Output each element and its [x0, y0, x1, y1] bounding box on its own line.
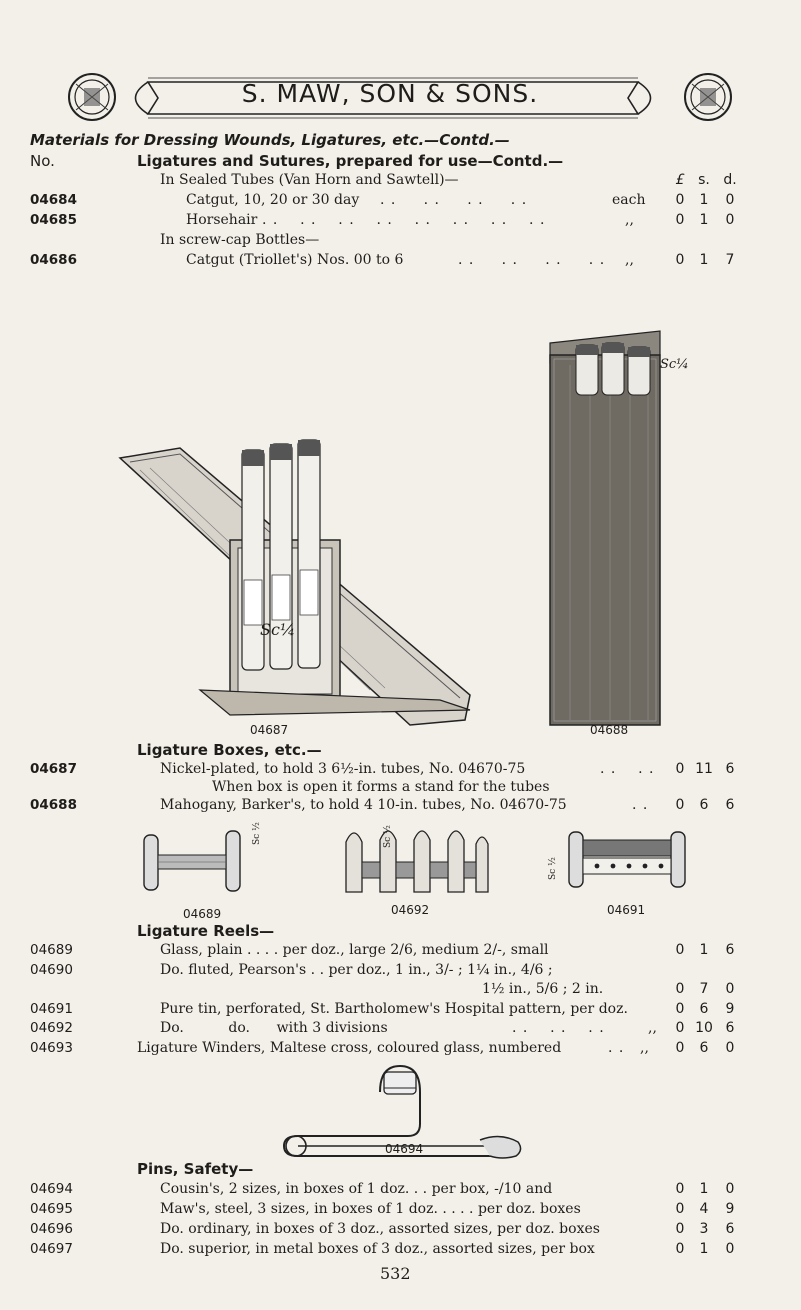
figure-label-04687: 04687: [250, 723, 289, 737]
price-s-04696: 3: [699, 1221, 709, 1237]
price-s-04685: 1: [699, 212, 709, 228]
leader-dots: . . . .: [600, 761, 655, 777]
item-code-04690: 04690: [30, 962, 73, 978]
leader-dots: . .: [632, 797, 649, 813]
item-desc-04690-cont: 1½ in., 5/6 ; 2 in.: [482, 981, 604, 997]
tin-reel-illustration: [565, 828, 690, 893]
price-d-04685: 0: [725, 212, 735, 228]
item-desc-04697: Do. superior, in metal boxes of 3 doz., assorted sizes, per box: [160, 1241, 595, 1257]
price-s-04690: 7: [699, 981, 709, 997]
item-desc-04688: Mahogany, Barker's, to hold 4 10-in. tubes, No. 04670-75: [160, 797, 567, 813]
leader-dots: . .: [608, 1040, 625, 1056]
pins-heading: Pins, Safety—: [137, 1160, 254, 1178]
section-title: Materials for Dressing Wounds, Ligatures, etc.—Contd.—: [30, 131, 510, 149]
nickel-plated-box-illustration: [110, 430, 470, 730]
price-d-04688: 6: [725, 797, 735, 813]
currency-pence: d.: [723, 172, 737, 188]
item-desc-04693: Ligature Winders, Maltese cross, coloured glass, numbered: [137, 1040, 562, 1056]
price-l-04697: 0: [675, 1241, 685, 1257]
price-s-04692: 10: [695, 1020, 713, 1036]
price-l-04690: 0: [675, 981, 685, 997]
item-unit-04686: ,,: [625, 252, 634, 268]
price-l-04688: 0: [675, 797, 685, 813]
subsection-title: Ligatures and Sutures, prepared for use—Contd.—: [137, 152, 564, 170]
item-code-04688: 04688: [30, 797, 77, 813]
price-d-04691: 9: [725, 1001, 735, 1017]
leader-dots: . . . . . . . .: [458, 252, 606, 268]
price-s-04686: 1: [699, 252, 709, 268]
item-desc-04695: Maw's, steel, 3 sizes, in boxes of 1 doz. . . . . per doz. boxes: [160, 1201, 581, 1217]
price-d-04692: 6: [725, 1020, 735, 1036]
figure-label-04692: 04692: [391, 903, 430, 917]
price-l-04687: 0: [675, 761, 685, 777]
item-desc-04689: Glass, plain . . . . per doz., large 2/6, medium 2/-, small: [160, 942, 549, 958]
fluted-reel-illustration: [340, 822, 490, 897]
price-d-04695: 9: [725, 1201, 735, 1217]
item-desc-04686: Catgut (Triollet's) Nos. 00 to 6: [186, 252, 404, 268]
price-l-04695: 0: [675, 1201, 685, 1217]
royal-crest-left-icon: [62, 72, 122, 122]
header-banner: [0, 0, 801, 130]
screw-cap-heading: In screw-cap Bottles—: [160, 232, 320, 248]
price-d-04690: 0: [725, 981, 735, 997]
item-code-04685: 04685: [30, 212, 77, 228]
ligature-boxes-heading: Ligature Boxes, etc.—: [137, 741, 322, 759]
price-d-04696: 6: [725, 1221, 735, 1237]
price-l-04686: 0: [675, 252, 685, 268]
item-desc-04684: Catgut, 10, 20 or 30 day: [186, 192, 360, 208]
item-code-04697: 04697: [30, 1241, 73, 1257]
item-code-04693: 04693: [30, 1040, 73, 1056]
item-unit-04693: ,,: [640, 1040, 649, 1056]
figure-label-04689: 04689: [183, 907, 222, 921]
reel-scale-label-a: Sc ½: [252, 822, 262, 845]
price-d-04684: 0: [725, 192, 735, 208]
ligature-reels-heading: Ligature Reels—: [137, 922, 275, 940]
figure-label-04688: 04688: [590, 723, 629, 737]
brand-name: S. MAW, SON & SONS.: [241, 79, 539, 108]
price-s-04694: 1: [699, 1181, 709, 1197]
price-s-04688: 6: [699, 797, 709, 813]
price-l-04696: 0: [675, 1221, 685, 1237]
price-d-04694: 0: [725, 1181, 735, 1197]
price-d-04689: 6: [725, 942, 735, 958]
item-code-04684: 04684: [30, 192, 77, 208]
reel-scale-label-c: Sc ½: [548, 857, 558, 880]
price-l-04691: 0: [675, 1001, 685, 1017]
item-code-04687: 04687: [30, 761, 77, 777]
price-l-04684: 0: [675, 192, 685, 208]
item-code-04692: 04692: [30, 1020, 73, 1036]
currency-shillings: s.: [698, 172, 710, 188]
item-unit-04692: ,,: [648, 1020, 657, 1036]
item-unit-04684: each: [612, 192, 646, 208]
item-code-04689: 04689: [30, 942, 73, 958]
item-code-04694: 04694: [30, 1181, 73, 1197]
price-l-04692: 0: [675, 1020, 685, 1036]
item-desc-04694: Cousin's, 2 sizes, in boxes of 1 doz. . . per box, -/10 and: [160, 1181, 553, 1197]
glass-reel-illustration: [140, 825, 250, 895]
price-d-04686: 7: [725, 252, 735, 268]
price-s-04691: 6: [699, 1001, 709, 1017]
item-code-04691: 04691: [30, 1001, 73, 1017]
item-desc-04696: Do. ordinary, in boxes of 3 doz., assorted sizes, per doz. boxes: [160, 1221, 600, 1237]
royal-crest-right-icon: [678, 72, 738, 122]
currency-pounds: £: [675, 172, 685, 188]
figure-label-04694: 04694: [385, 1142, 424, 1156]
price-s-04695: 4: [699, 1201, 709, 1217]
item-unit-04685: ,,: [625, 212, 634, 228]
box-scale-label-a: Sc¼: [260, 620, 296, 639]
price-s-04684: 1: [699, 192, 709, 208]
mahogany-box-lid-tubes-icon: [540, 325, 675, 415]
price-s-04687: 11: [695, 761, 713, 777]
item-desc-04692: Do. do. with 3 divisions: [160, 1020, 388, 1036]
ligature-box-note: When box is open it forms a stand for the tubes: [212, 779, 550, 795]
figure-label-04691: 04691: [607, 903, 646, 917]
item-desc-04691: Pure tin, perforated, St. Bartholomew's Hospital pattern, per doz.: [160, 1001, 628, 1017]
item-desc-04685: Horsehair: [186, 212, 258, 228]
price-l-04693: 0: [675, 1040, 685, 1056]
sealed-tubes-heading: In Sealed Tubes (Van Horn and Sawtell)—: [160, 172, 459, 188]
leader-dots: . . . . . . . . . . . . . . . .: [262, 212, 546, 228]
reel-scale-label-b: Sc ½: [383, 825, 393, 848]
no-column-label: No.: [30, 152, 55, 170]
price-s-04697: 1: [699, 1241, 709, 1257]
leader-dots: . . . . . . . .: [380, 192, 528, 208]
price-d-04693: 0: [725, 1040, 735, 1056]
item-desc-04687: Nickel-plated, to hold 3 6½-in. tubes, No. 04670-75: [160, 761, 526, 777]
page-number: 532: [380, 1264, 411, 1283]
price-d-04687: 6: [725, 761, 735, 777]
price-s-04689: 1: [699, 942, 709, 958]
price-d-04697: 0: [725, 1241, 735, 1257]
item-desc-04690: Do. fluted, Pearson's . . per doz., 1 in., 3/- ; 1¼ in., 4/6 ;: [160, 962, 553, 978]
box-scale-label-b: Sc¼: [660, 357, 689, 372]
leader-dots: . . . . . .: [512, 1020, 605, 1036]
item-code-04686: 04686: [30, 252, 77, 268]
price-l-04694: 0: [675, 1181, 685, 1197]
price-l-04689: 0: [675, 942, 685, 958]
item-code-04695: 04695: [30, 1201, 73, 1217]
item-code-04696: 04696: [30, 1221, 73, 1237]
price-l-04685: 0: [675, 212, 685, 228]
price-s-04693: 6: [699, 1040, 709, 1056]
